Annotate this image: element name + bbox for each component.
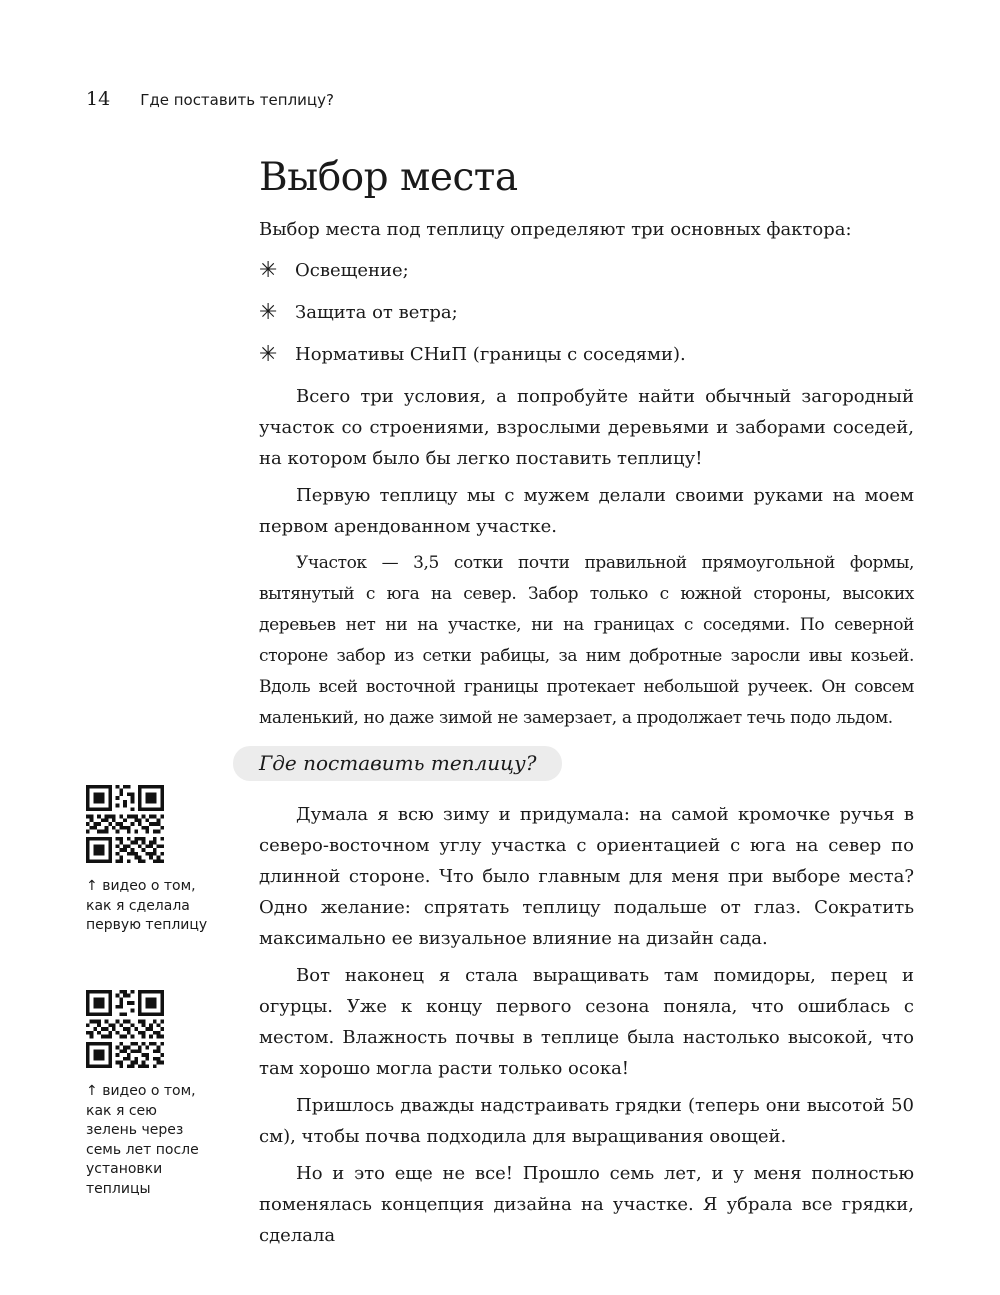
page-number: 14 — [86, 88, 111, 110]
intro-paragraph: Выбор места под теплицу определяют три основных фактора: — [259, 219, 852, 240]
qr-block-first-greenhouse — [86, 785, 236, 936]
section-title: Выбор места — [259, 155, 518, 200]
arrow-up-icon: ↑ — [86, 878, 98, 894]
factor-list — [259, 255, 914, 370]
arrow-up-icon: ↑ — [86, 1083, 98, 1099]
list-item — [259, 255, 914, 286]
body-paragraph: Вот наконец я стала выращивать там помидоры, перец и огурцы. Уже к концу первого сезона поняла, что ошиблась с местом. Влажность почвы в теплице была настолько высокой, что там хорошо могла расти только осока! — [259, 965, 914, 1079]
main-text-column — [259, 155, 914, 1257]
list-item-text: Защита от ветра; — [295, 302, 458, 323]
list-item — [259, 297, 914, 328]
subheading: Где поставить теплицу? — [233, 746, 562, 781]
caption-line: зелень через — [86, 1122, 184, 1138]
qr-caption — [86, 1082, 236, 1199]
body-paragraph: Участок — 3,5 сотки почти правильной прямоугольной формы, вытянутый с юга на север. Забор только с южной стороны, высоких деревьев нет ни на участке, ни на границах с соседями. По северной стороне забор из сетки рабицы, за ним добротные заросли ивы козьей. Вдоль всей восточной границы протекает небольшой ручеек. Он совсем маленький, но даже зимой не замерзает, а продолжает течь подо льдом. — [259, 553, 914, 728]
list-item — [259, 339, 914, 370]
running-title: Где поставить теплицу? — [140, 91, 334, 109]
caption-line: как я сею — [86, 1102, 157, 1119]
body-paragraph: Пришлось дважды надстраивать грядки (теперь они высотой 50 см), чтобы почва подходила для выращивания овощей. — [259, 1095, 914, 1147]
body-paragraph: Думала я всю зиму и придумала: на самой кромочке ручья в северо-восточном углу участка с ориентацией с юга на север по длинной стороне. Что было главным для меня при выборе места? Одно желание: спрятать теплицу подальше от глаз. Сократить максимально ее визуальное влияние на дизайн сада. — [259, 804, 914, 949]
body-paragraph: Но и это еще не все! Прошло семь лет, и у меня полностью поменялась концепция дизайна на участке. Я убрала все грядки, сделала — [259, 1163, 914, 1246]
qr-code-icon[interactable] — [86, 785, 164, 863]
caption-line: первую теплицу — [86, 917, 208, 933]
running-header — [86, 88, 334, 110]
subheading-container — [233, 746, 914, 781]
caption-line: видео о том, — [102, 1083, 196, 1099]
list-item-text: Освещение; — [295, 260, 409, 281]
caption-line: теплицы — [86, 1180, 151, 1197]
qr-code-icon[interactable] — [86, 990, 164, 1068]
qr-block-sowing-greens — [86, 990, 236, 1199]
body-paragraph: Всего три условия, а попробуйте найти обычный загородный участок со строениями, взрослыми деревьями и заборами соседей, на котором было бы легко поставить теплицу! — [259, 386, 914, 469]
caption-line: семь лет после — [86, 1141, 199, 1158]
caption-line: как я сделала — [86, 897, 190, 914]
asterisk-icon: ✳ — [259, 342, 278, 367]
list-item-text: Нормативы СНиП (границы с соседями). — [295, 344, 686, 365]
caption-line: видео о том, — [102, 878, 196, 894]
asterisk-icon: ✳ — [259, 300, 278, 325]
body-paragraph: Первую теплицу мы с мужем делали своими руками на моем первом арендованном участке. — [259, 485, 914, 537]
asterisk-icon: ✳ — [259, 258, 278, 283]
caption-line: установки — [86, 1161, 163, 1177]
qr-caption — [86, 877, 236, 936]
